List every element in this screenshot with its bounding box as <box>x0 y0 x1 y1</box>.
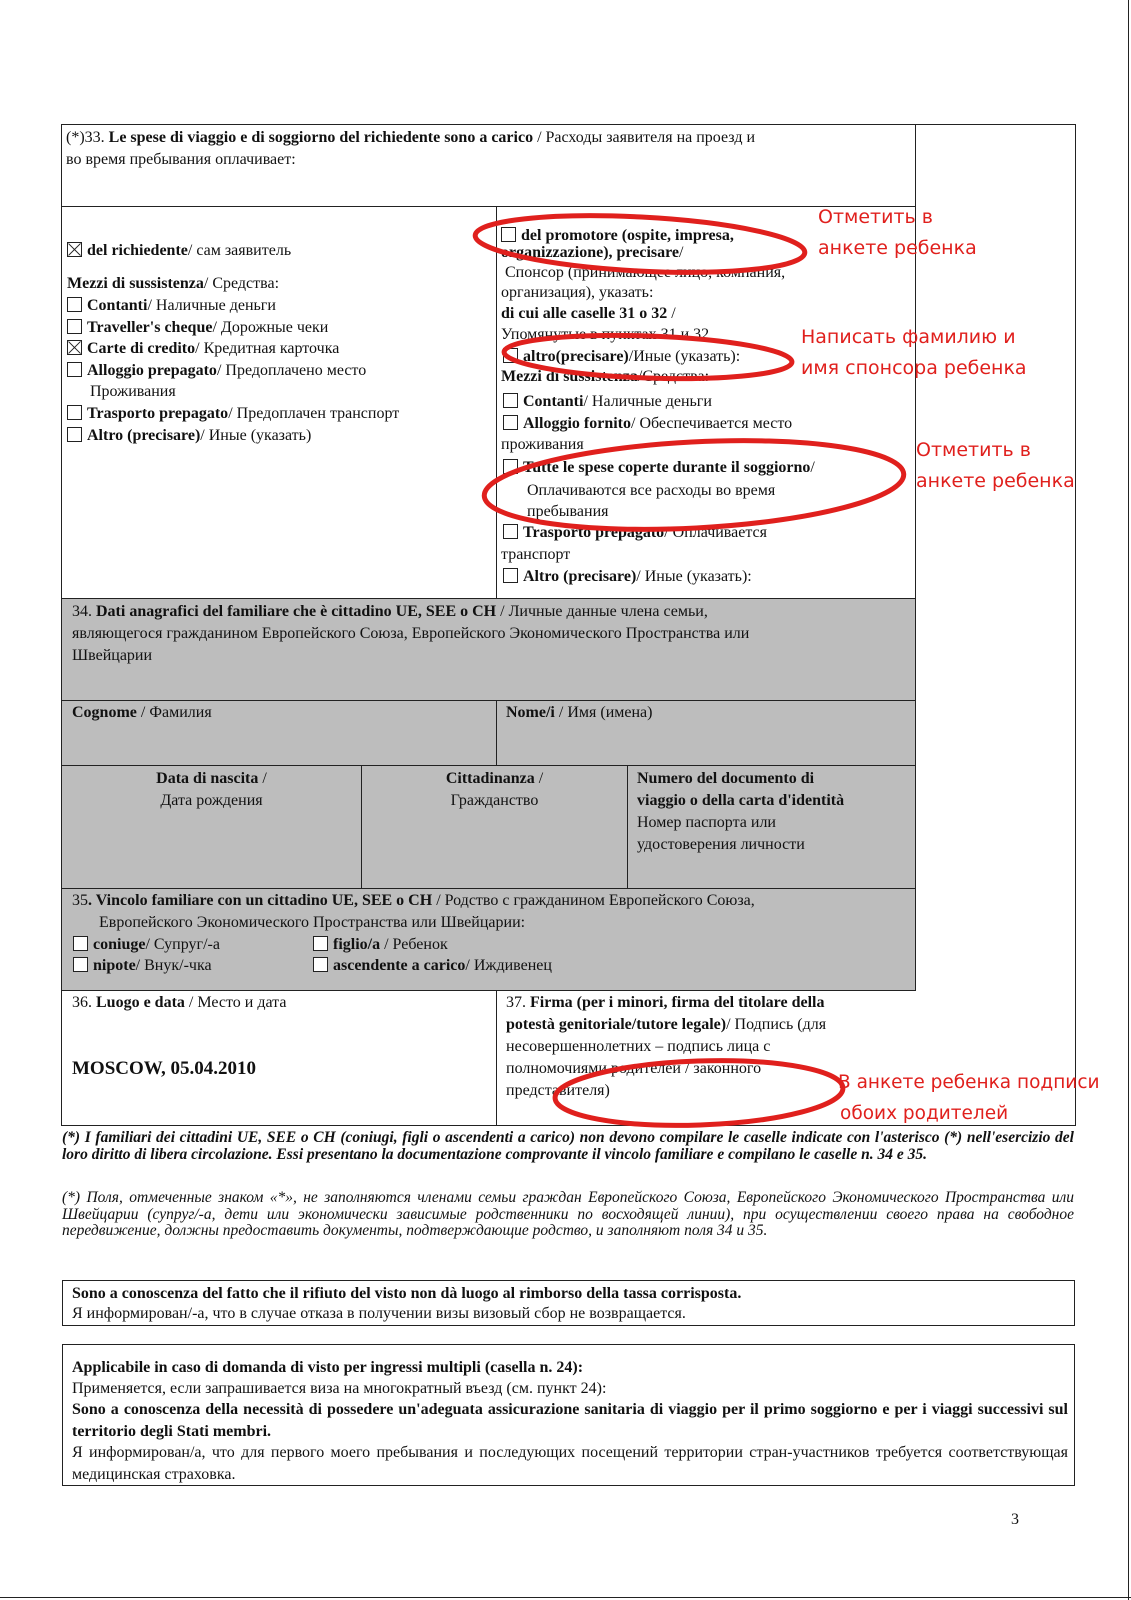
document-number-label-1: Numero del documento di <box>637 770 815 787</box>
annotation-sponsor-name: Написать фамилию и имя спонсора ребенка <box>801 326 1027 379</box>
means-item-alloggio[interactable]: Alloggio prepagato/ Предоплачено место <box>67 360 366 382</box>
sponsor-line1: Спонсор (принимающее лицо, компания, <box>505 264 786 281</box>
kinship-ascendente[interactable]: ascendente a carico/ Иждивенец <box>313 955 552 977</box>
document-number-ru-2: удостоверения личности <box>637 836 805 853</box>
section35-title: 35. Vincolo familiare con un cittadino UE, SEE o CH / Родство с гражданином Европейского Союза, <box>72 892 755 909</box>
annotation-mark-child-1: Отметить в анкете ребенка <box>818 206 977 259</box>
kinship-figlio[interactable]: figlio/a / Ребенок <box>313 934 448 956</box>
section34-title-line2: являющегося гражданином Европейского Союза, Европейского Экономического Пространства или <box>72 625 750 642</box>
document-number-ru-1: Номер паспорта или <box>637 814 776 831</box>
ellipse-signature <box>554 1056 844 1130</box>
means-heading: Mezzi di sussistenza/ Средства: <box>67 275 280 292</box>
means-item-contanti[interactable]: Contanti/ Наличные деньги <box>67 295 276 317</box>
alloggio-fornito-line2: проживания <box>501 436 584 453</box>
insurance-it: Sono a conoscenza della necessità di possedere un'adeguata assicurazione sanitaria di viaggio per il primo soggiorno e per i viaggi successivi sul territorio degli Stati membri. <box>72 1401 1068 1440</box>
dob-label-ru: Дата рождения <box>160 792 263 809</box>
refund-notice-ru: Я информирован/-а, что в случае отказа в получении визы визовый сбор не возвращается. <box>72 1305 686 1322</box>
promotore-option[interactable]: del promotore (ospite, impresa, <box>501 225 734 247</box>
section33-header: (*)33. Le spese di viaggio e di soggiorno del richiedente sono a carico / Расходы заявителя на проезд и <box>66 129 756 146</box>
ellipse-altro <box>503 331 792 383</box>
means-item-altro[interactable]: Altro (precisare)/ Иные (указать) <box>67 425 311 447</box>
citizenship-label: Cittadinanza / <box>445 770 544 787</box>
given-name-label: Nome/i / Имя (имена) <box>506 704 653 721</box>
surname-label: Cognome / Фамилия <box>72 704 212 721</box>
alloggio-fornito-option[interactable]: Alloggio fornito/ Обеспечивается место <box>503 413 792 435</box>
section37-line1: 37. Firma (per i minori, firma del titolare della <box>506 994 825 1011</box>
tutte-spese-option[interactable]: Tutte le spese coperte durante il soggiorno/ <box>503 457 815 479</box>
multi-entry-heading: Applicabile in caso di domanda di visto per ingressi multipli (casella n. 24): <box>72 1359 584 1376</box>
insurance-ru: Я информирован/а, что для первого моего пребывания и последующих посещений территории стран-участников требуется соответствующая медицинская страховка. <box>72 1444 1068 1483</box>
ellipse-tutte-spese <box>482 431 906 539</box>
means-item-travellers-cheque[interactable]: Traveller's cheque/ Дорожные чеки <box>67 317 328 339</box>
promotore-line2: organizzazione), precisare/ <box>501 244 684 261</box>
annotation-mark-child-2: Отметить в анкете ребенка <box>916 439 1075 492</box>
section34-title: 34. Dati anagrafici del familiare che è cittadino UE, SEE o CH / Личные данные члена семьи, <box>72 603 708 620</box>
means-item-alloggio-line2: Проживания <box>90 383 176 400</box>
trasporto-prepagato-option[interactable]: Trasporto prepagato/ Оплачивается <box>503 522 767 544</box>
page-number: 3 <box>1011 1511 1019 1528</box>
section35-title-line2: Европейского Экономического Пространства или Швейцарии: <box>99 914 526 931</box>
tutte-spese-line3: пребывания <box>527 503 609 520</box>
right-altro-option[interactable]: Altro (precisare)/ Иные (указать): <box>503 566 752 588</box>
means-item-trasporto[interactable]: Trasporto prepagato/ Предоплачен транспорт <box>67 403 399 425</box>
tutte-spese-line2: Оплачиваются все расходы во время <box>527 482 776 499</box>
means-item-credit-card[interactable]: Carte di credito/ Кредитная карточка <box>67 338 339 360</box>
section37-line2: potestà genitoriale/tutore legale)/ Подпись (для <box>506 1016 827 1033</box>
section37-line5: представителя) <box>506 1082 610 1099</box>
ellipse-promotore <box>474 208 806 279</box>
altro-precisare-option[interactable]: altro(precisare)/Иные (указать): <box>503 346 740 368</box>
dob-label: Data di nascita / <box>156 770 267 787</box>
document-number-label-2: viaggio o della carta d'identità <box>637 792 845 809</box>
note-russian: (*) Поля, отмеченные знаком «*», не заполняются членами семьи граждан Европейского Союза, Европейского Экономического Пространства или Швейцарии (супруг/-а, дети или экономически зависимые родственники по восходящей линии), при осуществлении своего права на свободное передвижение, должны предоставить документы, подтверждающие родство, и заполняют поля 34 и 35. <box>62 1189 1074 1239</box>
section37-line4: полномочиями родителей / законного <box>506 1060 762 1077</box>
mezzi-heading-right: Mezzi di sussistenza/Средства: <box>501 368 710 385</box>
section33-header-line2: во время пребывания оплачивает: <box>66 151 296 168</box>
section36-title: 36. Luogo e data / Место и дата <box>72 994 287 1011</box>
caselle-line: di cui alle caselle 31 o 32 / <box>501 305 676 322</box>
right-contanti-option[interactable]: Contanti/ Наличные деньги <box>503 391 712 413</box>
place-date-value[interactable]: MOSCOW, 05.04.2010 <box>72 1058 257 1079</box>
multi-entry-ru: Применяется, если запрашивается виза на многократный въезд (см. пункт 24): <box>72 1380 607 1397</box>
note-italian: (*) I familiari dei cittadini UE, SEE o CH (coniugi, figli o ascendenti a carico) non devono compilare le caselle indicate con l'asterisco (*) nell'esercizio del loro diritto di libera circolazione. Essi presentano la documentazione comprovante il vincolo familiare e compilano le caselle n. 34 e 35. <box>62 1129 1074 1163</box>
citizenship-label-ru: Гражданство <box>450 792 539 809</box>
trasporto-prepagato-line2: транспорт <box>501 546 571 563</box>
section34-title-line3: Швейцарии <box>72 647 153 664</box>
applicant-option[interactable]: del richiedente/ сам заявитель <box>67 240 291 262</box>
sponsor-line2: организация), указать: <box>501 284 654 301</box>
annotation-both-parents: В анкете ребенка подписи обоих родителей <box>838 1072 1100 1124</box>
kinship-nipote[interactable]: nipote/ Внук/-чка <box>73 955 212 977</box>
refund-notice-it: Sono a conoscenza del fatto che il rifiuto del visto non dà luogo al rimborso della tassa corrisposta. <box>72 1285 742 1302</box>
section37-line3: несовершеннолетних – подпись лица с <box>506 1038 771 1055</box>
kinship-coniuge[interactable]: coniuge/ Супруг/-а <box>73 934 220 956</box>
caselle-ru-line: Упомянутые в пунктах 31 и 32 <box>501 326 710 343</box>
